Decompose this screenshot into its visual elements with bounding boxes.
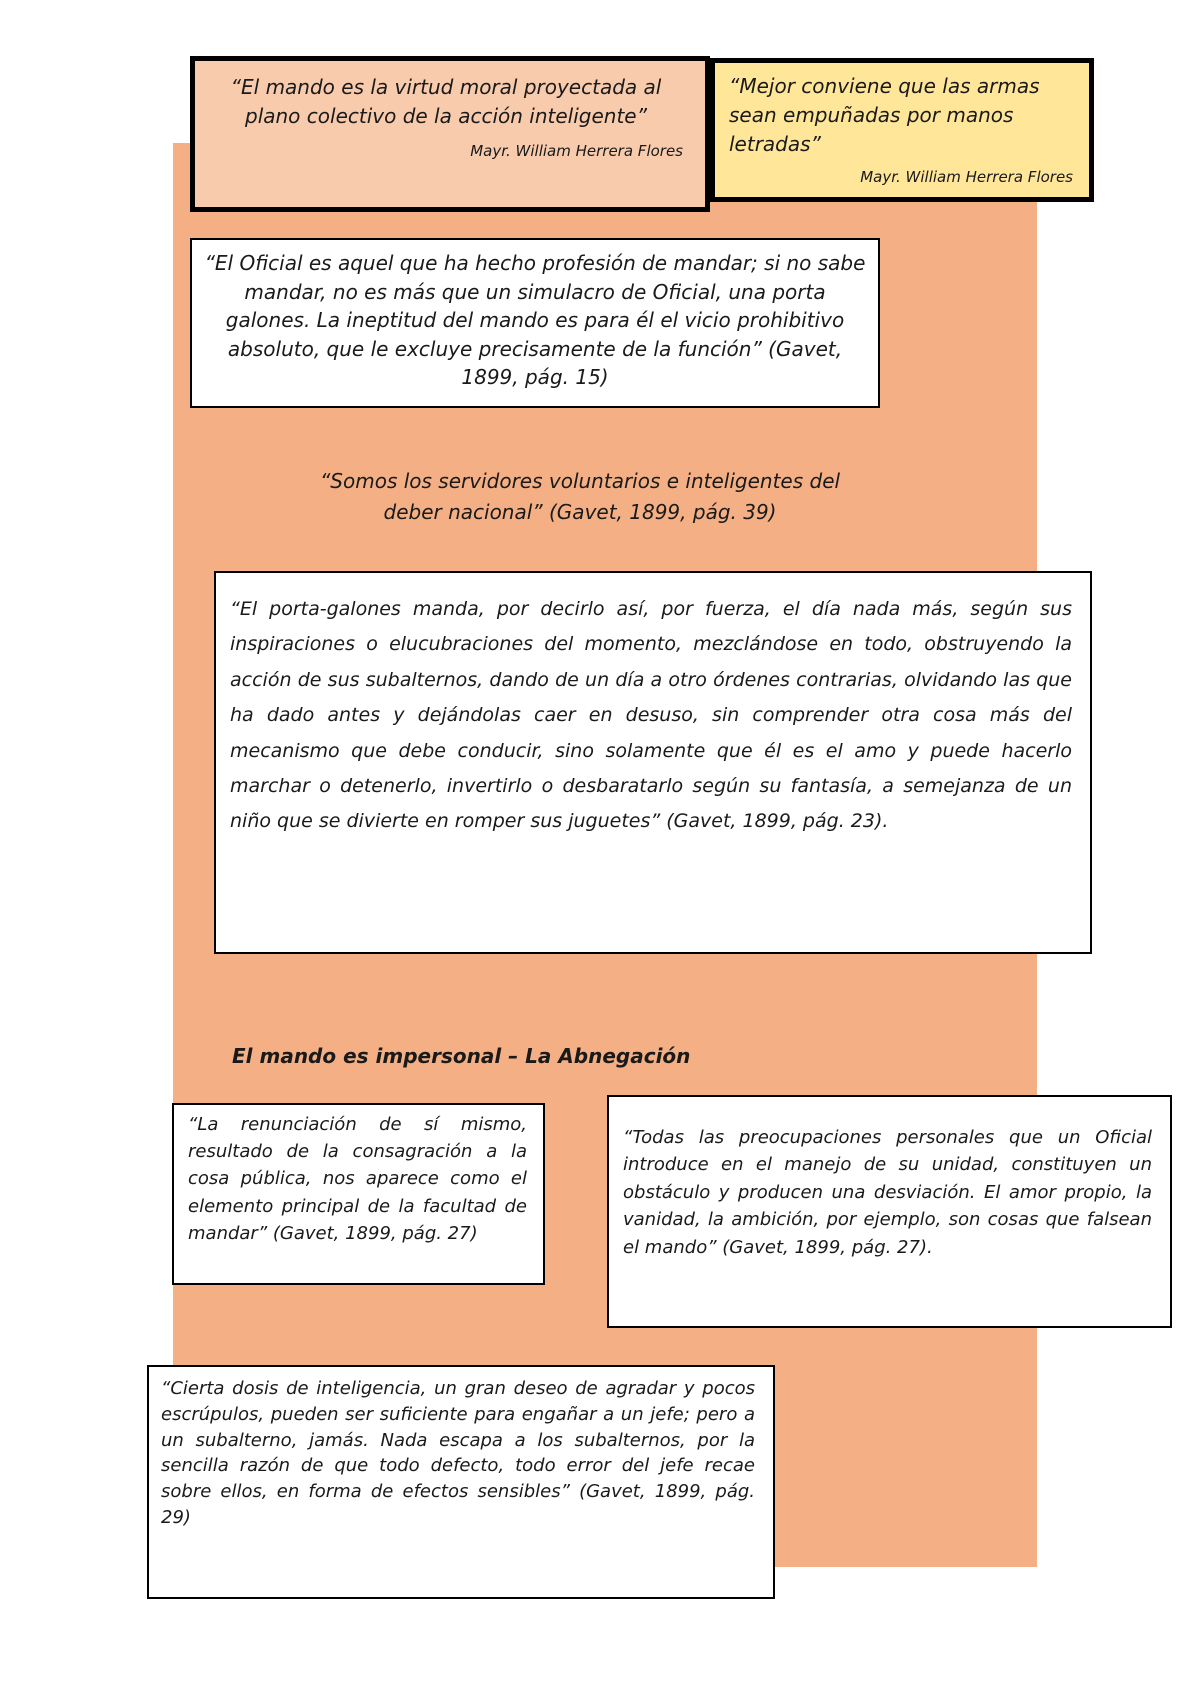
quote-box-preocupaciones-personales xyxy=(607,1095,1172,1328)
quote-box-porta-galones xyxy=(214,571,1092,954)
quote-text: “La renunciación de sí mismo, resultado de la consagración a la cosa pública, nos aparece como el elemento principal de la facultad de mandar” (Gavet, 1899, pág. 27) xyxy=(188,1114,527,1244)
quote-text: “El Oficial es aquel que ha hecho profesión de mandar; si no sabe mandar, no es más que un simulacro de Oficial, una porta galones. La ineptitud del mando es para él el vicio prohibitivo absoluto, que le excluye precisamente de la función” (Gavet, 1899, pág. 15) xyxy=(204,251,866,389)
quote-box-renunciacion xyxy=(172,1103,545,1285)
quote-text: “El mando es la virtud moral proyectada al plano colectivo de la acción inteligente” xyxy=(230,75,662,128)
quote-author: Mayr. William Herrera Flores xyxy=(470,142,683,160)
quote-author: Mayr. William Herrera Flores xyxy=(860,168,1073,186)
section-heading: El mando es impersonal – La Abnegación xyxy=(232,1044,691,1068)
quote-text: “Somos los servidores voluntarios e inteligentes del deber nacional” (Gavet, 1899, pág. 39) xyxy=(319,469,841,524)
quote-box-mando-virtud-moral xyxy=(190,56,710,212)
quote-box-armas-letradas xyxy=(710,58,1094,202)
quote-servidores-voluntarios xyxy=(300,466,860,548)
quote-box-oficial-profesion xyxy=(190,238,880,408)
quote-text: “El porta-galones manda, por decirlo así, por fuerza, el día nada más, según sus inspiraciones o elucubraciones del momento, mezclándose en todo, obstruyendo la acción de sus subalternos, dando de un día a otro órdenes contrarias, olvidando las que ha dado antes y dejándolas caer en desuso, sin comprender otra cosa más del mecanismo que debe conducir, sino solamente que él es el amo y puede hacerlo marchar o detenerlo, invertirlo o desbaratarlo según su fantasía, a semejanza de un niño que se divierte en romper sus juguetes” (Gavet, 1899, pág. 23). xyxy=(230,598,1072,833)
quote-box-dosis-inteligencia xyxy=(147,1365,775,1599)
quote-text: “Todas las preocupaciones personales que un Oficial introduce en el manejo de su unidad, constituyen un obstáculo y producen una desviación. El amor propio, la vanidad, la ambición, por ejemplo, son cosas que falsean el mando” (Gavet, 1899, pág. 27). xyxy=(623,1127,1152,1258)
quote-text: “Mejor conviene que las armas sean empuñadas por manos letradas” xyxy=(729,74,1040,156)
quote-text: “Cierta dosis de inteligencia, un gran deseo de agradar y pocos escrúpulos, pueden ser suficiente para engañar a un jefe; pero a un subalterno, jamás. Nada escapa a los subalternos, por la sencilla razón de que todo defecto, todo error del jefe recae sobre ellos, en forma de efectos sensibles” (Gavet, 1899, pág. 29) xyxy=(161,1378,755,1528)
